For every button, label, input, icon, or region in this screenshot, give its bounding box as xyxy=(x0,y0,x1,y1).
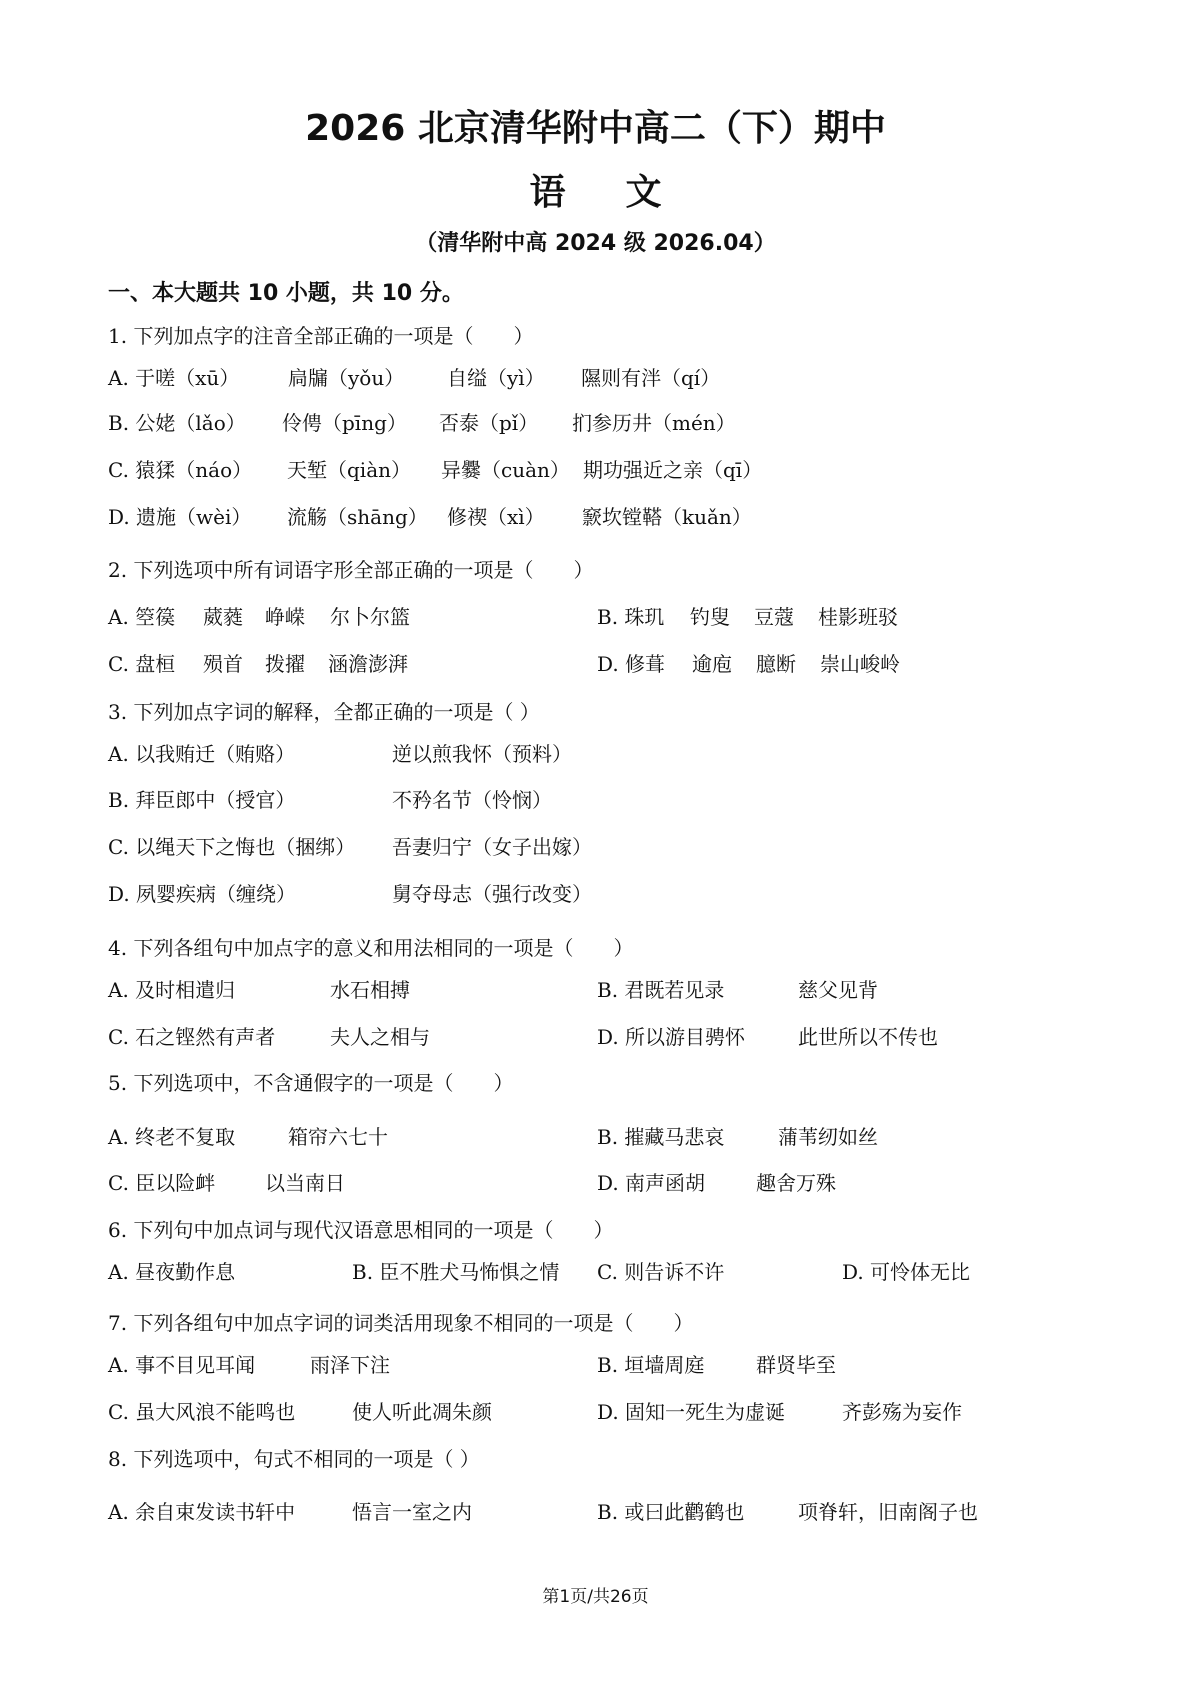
question-2-stem: 2. 下列选项中所有词语字形全部正确的一项是（ ） xyxy=(108,558,594,582)
question-7-option-c-1: C. 虽大风浪不能鸣也 xyxy=(108,1400,296,1424)
question-2-option-a-4: 尔卜尔篮 xyxy=(330,605,410,629)
question-2-option-d-1: D. 修葺 xyxy=(597,652,666,676)
question-8-option-b-2: 项脊轩，旧南阁子也 xyxy=(798,1500,978,1524)
question-6-option-b: B. 臣不胜犬马怖惧之情 xyxy=(352,1260,560,1284)
question-5-option-c-1: C. 臣以险衅 xyxy=(108,1171,216,1195)
question-7-option-a-1: A. 事不目见耳闻 xyxy=(108,1353,256,1377)
question-1-option-c-4: 期功强近之亲（qī） xyxy=(583,458,763,482)
question-1-option-b-3: 否泰（pǐ） xyxy=(439,411,539,435)
question-3-option-c-2: 吾妻归宁（女子出嫁） xyxy=(392,835,592,859)
question-2-option-d-3: 臆断 xyxy=(756,652,796,676)
question-5-option-c-2: 以当南日 xyxy=(265,1171,345,1195)
question-1-option-a-4: 隰则有泮（qí） xyxy=(581,366,721,390)
question-3-option-a-1: A. 以我贿迁（贿赂） xyxy=(108,742,296,766)
question-5-option-a-2: 箱帘六七十 xyxy=(288,1125,388,1149)
question-7-stem: 7. 下列各组句中加点字词的词类活用现象不相同的一项是（ ） xyxy=(108,1311,694,1335)
question-4-option-b-1: B. 君既若见录 xyxy=(597,978,725,1002)
question-4-option-d-2: 此世所以不传也 xyxy=(798,1025,938,1049)
question-1-option-a-2: 扃牖（yǒu） xyxy=(288,366,405,390)
question-1-option-a-1: A. 于嗟（xū） xyxy=(108,366,240,390)
question-3-stem: 3. 下列加点字词的解释，全都正确的一项是（ ） xyxy=(108,700,540,724)
question-1-option-b-4: 扪参历井（mén） xyxy=(572,411,736,435)
section-heading: 一、本大题共 10 小题，共 10 分。 xyxy=(108,281,464,306)
question-1-option-d-3: 修禊（xì） xyxy=(447,505,545,529)
question-2-option-a-3: 峥嵘 xyxy=(265,605,305,629)
question-2-option-c-4: 涵澹澎湃 xyxy=(328,652,408,676)
question-7-option-a-2: 雨泽下注 xyxy=(310,1353,390,1377)
question-7-option-d-2: 齐彭殇为妄作 xyxy=(842,1400,962,1424)
question-4-option-b-2: 慈父见背 xyxy=(798,978,878,1002)
question-1-option-c-3: 异爨（cuàn） xyxy=(441,458,570,482)
question-2-option-b-4: 桂影班驳 xyxy=(818,605,898,629)
question-3-option-b-1: B. 拜臣郎中（授官） xyxy=(108,788,296,812)
question-1-option-d-4: 窾坎镗鞳（kuǎn） xyxy=(582,505,752,529)
question-8-option-a-2: 悟言一室之内 xyxy=(352,1500,472,1524)
question-7-option-b-1: B. 垣墙周庭 xyxy=(597,1353,705,1377)
question-5-option-d-2: 趣舍万殊 xyxy=(756,1171,836,1195)
question-2-option-b-1: B. 珠玑 xyxy=(597,605,665,629)
question-1-option-d-1: D. 遗施（wèi） xyxy=(108,505,252,529)
question-6-option-a: A. 昼夜勤作息 xyxy=(108,1260,236,1284)
question-7-option-c-2: 使人听此凋朱颜 xyxy=(352,1400,492,1424)
question-2-option-c-3: 拨擢 xyxy=(265,652,305,676)
question-5-option-b-1: B. 摧藏马悲哀 xyxy=(597,1125,725,1149)
question-4-option-d-1: D. 所以游目骋怀 xyxy=(597,1025,746,1049)
question-7-option-d-1: D. 固知一死生为虚诞 xyxy=(597,1400,786,1424)
question-8-option-a-1: A. 余自束发读书轩中 xyxy=(108,1500,296,1524)
question-4-option-c-2: 夫人之相与 xyxy=(330,1025,430,1049)
question-2-option-c-2: 殒首 xyxy=(203,652,243,676)
exam-title: 2026 北京清华附中高二（下）期中 xyxy=(305,108,886,149)
question-5-option-b-2: 蒲苇纫如丝 xyxy=(778,1125,878,1149)
question-6-option-c: C. 则告诉不许 xyxy=(597,1260,725,1284)
question-4-option-c-1: C. 石之铿然有声者 xyxy=(108,1025,276,1049)
question-5-stem: 5. 下列选项中，不含通假字的一项是（ ） xyxy=(108,1071,514,1095)
question-1-option-a-3: 自缢（yì） xyxy=(447,366,545,390)
question-3-option-c-1: C. 以绳天下之悔也（捆绑） xyxy=(108,835,356,859)
question-3-option-d-2: 舅夺母志（强行改变） xyxy=(392,882,592,906)
page-number: 第1页/共26页 xyxy=(542,1587,649,1607)
question-2-option-b-2: 钓叟 xyxy=(690,605,730,629)
question-3-option-b-2: 不矜名节（怜悯） xyxy=(392,788,552,812)
question-5-option-d-1: D. 南声函胡 xyxy=(597,1171,706,1195)
question-3-option-d-1: D. 夙婴疾病（缠绕） xyxy=(108,882,297,906)
question-2-option-b-3: 豆蔻 xyxy=(754,605,794,629)
question-4-stem: 4. 下列各组句中加点字的意义和用法相同的一项是（ ） xyxy=(108,936,634,960)
question-2-option-d-4: 崇山峻岭 xyxy=(820,652,900,676)
question-2-option-c-1: C. 盘桓 xyxy=(108,652,176,676)
question-2-option-d-2: 逾庖 xyxy=(692,652,732,676)
question-5-option-a-1: A. 终老不复取 xyxy=(108,1125,236,1149)
question-3-option-a-2: 逆以煎我怀（预料） xyxy=(392,742,572,766)
question-1-option-b-1: B. 公姥（lǎo） xyxy=(108,411,246,435)
question-6-option-d: D. 可怜体无比 xyxy=(842,1260,971,1284)
question-1-stem: 1. 下列加点字的注音全部正确的一项是（ ） xyxy=(108,324,534,348)
question-8-stem: 8. 下列选项中，句式不相同的一项是（ ） xyxy=(108,1447,480,1471)
question-1-option-b-2: 伶俜（pīng） xyxy=(282,411,407,435)
question-7-option-b-2: 群贤毕至 xyxy=(756,1353,836,1377)
question-8-option-b-1: B. 或曰此鹳鹤也 xyxy=(597,1500,745,1524)
question-1-option-c-1: C. 猿猱（náo） xyxy=(108,458,253,482)
subject-title: 语文 xyxy=(529,172,722,213)
question-2-option-a-1: A. 箜篌 xyxy=(108,605,176,629)
question-1-option-c-2: 天堑（qiàn） xyxy=(287,458,412,482)
exam-subtitle: （清华附中高 2024 级 2026.04） xyxy=(415,231,776,256)
question-2-option-a-2: 葳蕤 xyxy=(203,605,243,629)
question-4-option-a-2: 水石相搏 xyxy=(330,978,410,1002)
question-4-option-a-1: A. 及时相遣归 xyxy=(108,978,236,1002)
question-6-stem: 6. 下列句中加点词与现代汉语意思相同的一项是（ ） xyxy=(108,1218,614,1242)
question-1-option-d-2: 流觞（shāng） xyxy=(287,505,428,529)
